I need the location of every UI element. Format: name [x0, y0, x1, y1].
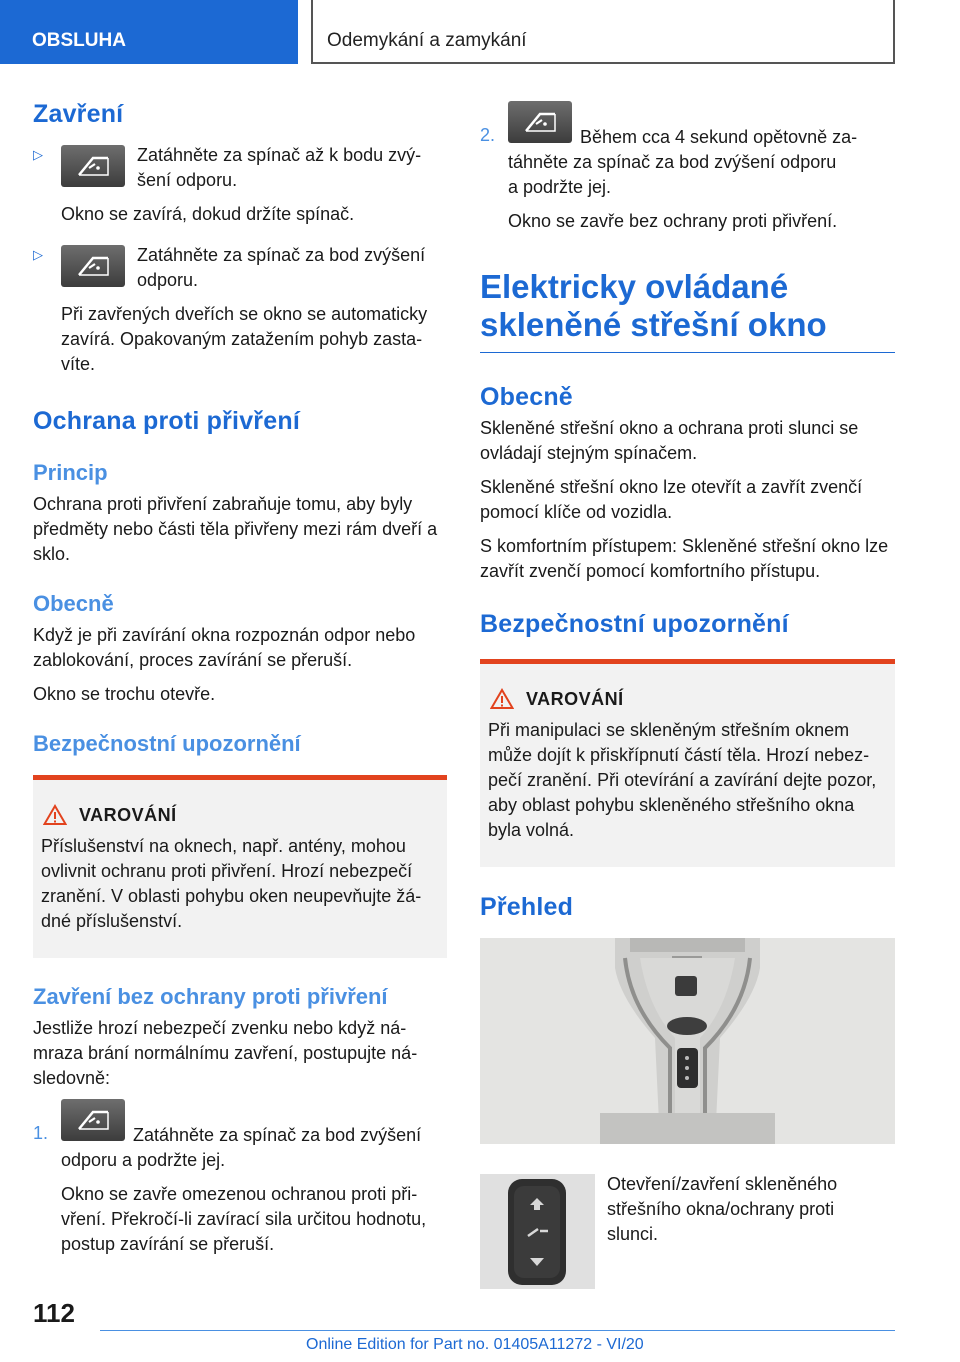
warning-header	[41, 804, 439, 826]
warning-box	[33, 775, 447, 958]
chapter-title: Odemykání a zamykání	[327, 30, 527, 51]
switch-caption-block	[480, 1172, 895, 1290]
footer-text: Online Edition for Part no. 01405A11272 - VI/20	[306, 1336, 644, 1353]
heading-roof-line1: Elektricky ovládané	[480, 268, 789, 305]
roof-switch-icon	[480, 1174, 595, 1289]
roof-general-text-2: Skleněné střešní okno lze otevřít a zavřít zvenčí pomocí klíče od vozidla.	[480, 477, 863, 522]
triangle-bullet-icon: ▷	[33, 247, 43, 262]
close-step-2-line1: Zatáhněte za spínač za bod zvýšení	[137, 245, 426, 265]
overhead-console-illustration	[480, 938, 895, 1144]
section-tab	[0, 0, 298, 64]
page-number: 112	[33, 1298, 75, 1328]
heading-overview: Přehled	[480, 893, 574, 921]
step-2-line2: táhněte za spínač za bod zvýšení odporu	[508, 152, 837, 172]
window-switch-icon	[508, 101, 572, 143]
step-2-number: 2.	[480, 125, 496, 145]
principle-text: Ochrana proti přivření zabraňuje tomu, aby byly předměty nebo části těla přivřeny mezi rám dveří a sklo.	[33, 494, 438, 564]
step-2-line3: a podržte jej.	[508, 177, 612, 197]
step-1	[33, 1123, 447, 1148]
close-step-1-note: Okno se zavírá, dokud držíte spínač.	[61, 204, 355, 224]
close-step-1	[33, 143, 447, 193]
step-2	[480, 125, 895, 150]
right-column	[480, 100, 895, 1290]
general-text-2: Okno se trochu otevře.	[33, 684, 216, 704]
left-column	[33, 100, 447, 1257]
window-switch-icon	[61, 1099, 125, 1141]
section-title: OBSLUHA	[32, 30, 126, 51]
heading-close: Zavření	[33, 100, 124, 128]
general-text-1: Když je při zavírání okna rozpoznán odpor nebo zablokování, proces zavírání se přeruší.	[33, 625, 416, 670]
heading-no-protection: Zavření bez ochrany proti přivření	[33, 984, 388, 1009]
roof-heading-block	[480, 268, 895, 353]
roof-warning-header	[488, 688, 887, 710]
warning-triangle-icon	[43, 804, 67, 826]
heading-roof-general: Obecně	[480, 383, 573, 411]
step-1-line2: odporu a podržte jej.	[61, 1150, 226, 1170]
roof-console-image	[480, 938, 895, 1144]
warning-triangle-icon	[490, 688, 514, 710]
warning-text: Příslušenství na oknech, např. antény, mohou ovlivnit ochranu proti přivření. Hrozí nebezpečí zranění. V oblasti pohybu oken neupevňujte žá-dné příslušenství.	[41, 836, 422, 931]
roof-general-text-3: S komfortním přístupem: Skleněné střešní okno lze zavřít zvenčí pomocí komfortního přístupu.	[480, 536, 889, 581]
heading-roof-line2: skleněné střešní okno	[480, 306, 827, 343]
close-step-1-line2: šení odporu.	[137, 170, 238, 190]
heading-roof-safety: Bezpečnostní upozornění	[480, 610, 789, 638]
step-2-note: Okno se zavře bez ochrany proti přivření.	[508, 211, 838, 231]
step-1-note: Okno se zavře omezenou ochranou proti při-vření. Překročí-li zavírací sila určitou hodnotu, postup zavírání se přeruší.	[61, 1184, 427, 1254]
roof-general-text-1: Skleněné střešní okno a ochrana proti slunci se ovládají stejným spínačem.	[480, 418, 859, 463]
footer-divider	[100, 1330, 895, 1331]
close-step-2-note: Při zavřených dveřích se okno se automaticky zavírá. Opakovaným zatažením pohyb zasta-víte.	[61, 304, 428, 374]
close-step-1-line1: Zatáhněte za spínač až k bodu zvý-	[137, 145, 422, 165]
heading-principle: Princip	[33, 460, 108, 485]
heading-general: Obecně	[33, 591, 114, 616]
window-switch-icon	[61, 145, 125, 187]
roof-switch-image	[480, 1174, 595, 1289]
chapter-header	[311, 0, 895, 64]
heading-protection: Ochrana proti přivření	[33, 407, 300, 435]
step-1-number: 1.	[33, 1123, 49, 1143]
close-step-2	[33, 243, 447, 293]
step-1-line1: Zatáhněte za spínač za bod zvýšení	[133, 1125, 422, 1145]
roof-warning-title: VAROVÁNÍ	[526, 688, 624, 709]
roof-warning-box	[480, 659, 895, 867]
triangle-bullet-icon: ▷	[33, 147, 43, 162]
roof-warning-text: Při manipulaci se skleněným střešním oknem může dojít k přiskřípnutí částí těla. Hrozí nebez-pečí zranění. Při otevírání a zavírání dejte pozor, aby oblast pohybu skleněného střešního okna byla volná.	[488, 720, 877, 840]
window-switch-icon	[61, 245, 125, 287]
close-step-2-line2: odporu.	[137, 270, 199, 290]
switch-caption: Otevření/zavření skleněného střešního okna/ochrany proti slunci.	[607, 1174, 838, 1244]
heading-safety: Bezpečnostní upozornění	[33, 731, 301, 756]
warning-title: VAROVÁNÍ	[79, 804, 177, 825]
step-2-line1: Během cca 4 sekund opětovně za-	[580, 127, 858, 147]
no-protection-text: Jestliže hrozí nebezpečí zvenku nebo když ná-mraza brání normálnímu zavření, postupujte ná-sledovně:	[33, 1018, 418, 1088]
